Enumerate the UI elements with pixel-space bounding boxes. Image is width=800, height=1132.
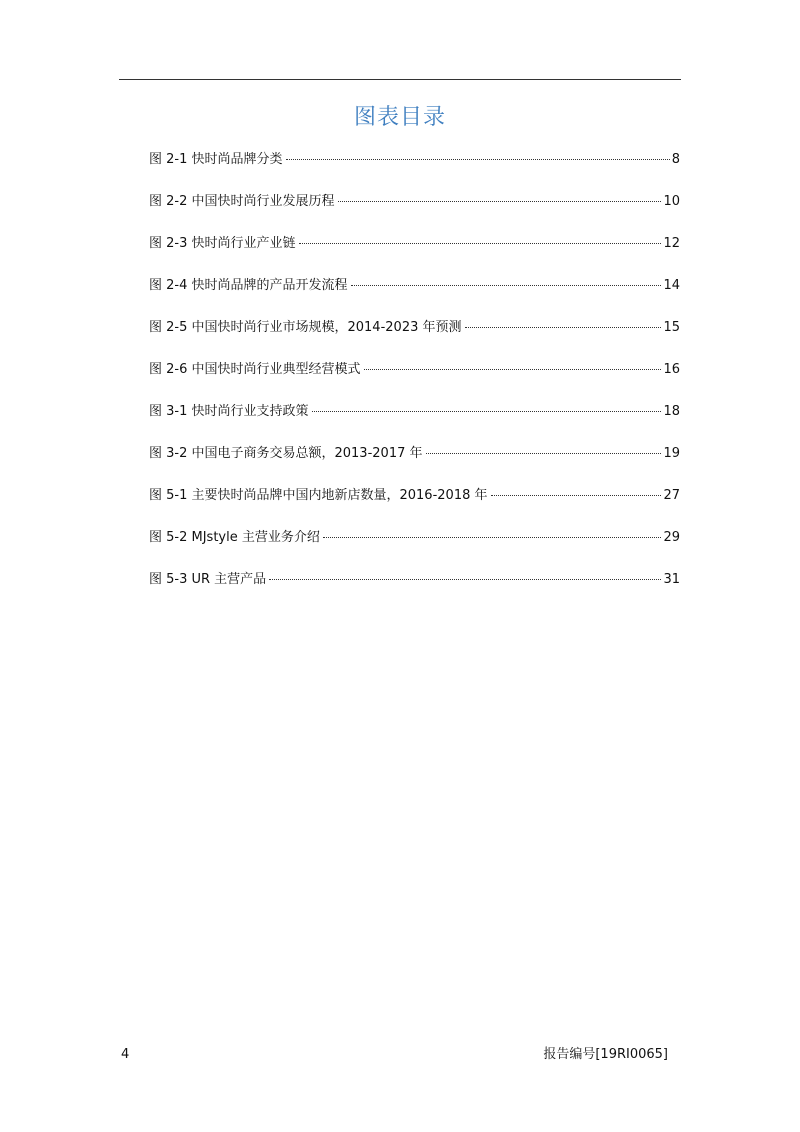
toc-dot-leader <box>312 411 662 412</box>
toc-entry-label: 图 5-1 主要快时尚品牌中国内地新店数量，2016-2018 年 <box>149 488 488 503</box>
toc-entry-label: 图 5-2 MJstyle 主营业务介绍 <box>149 530 320 545</box>
toc-entry-label: 图 2-4 快时尚品牌的产品开发流程 <box>149 278 348 293</box>
toc-entry-label: 图 2-2 中国快时尚行业发展历程 <box>149 194 335 209</box>
figure-toc-list <box>149 149 680 611</box>
toc-dot-leader <box>364 369 662 370</box>
toc-entry-page: 12 <box>663 236 680 251</box>
toc-entry[interactable] <box>149 149 680 191</box>
toc-entry-label: 图 5-3 UR 主营产品 <box>149 572 267 587</box>
toc-dot-leader <box>491 495 662 496</box>
toc-entry-label: 图 3-1 快时尚行业支持政策 <box>149 404 309 419</box>
toc-entry[interactable] <box>149 317 680 359</box>
toc-entry-page: 8 <box>671 152 680 167</box>
header-rule <box>119 79 681 80</box>
toc-dot-leader <box>338 201 662 202</box>
toc-entry-label: 图 2-1 快时尚品牌分类 <box>149 152 283 167</box>
toc-entry[interactable] <box>149 401 680 443</box>
footer-page-number: 4 <box>121 1047 130 1062</box>
toc-dot-leader <box>269 579 661 580</box>
toc-entry[interactable] <box>149 485 680 527</box>
toc-entry[interactable] <box>149 527 680 569</box>
footer-report-id: 报告编号[19RI0065] <box>543 1047 668 1062</box>
toc-entry-page: 14 <box>663 278 680 293</box>
toc-dot-leader <box>351 285 662 286</box>
toc-entry[interactable] <box>149 275 680 317</box>
toc-entry-page: 19 <box>663 446 680 461</box>
toc-dot-leader <box>299 243 662 244</box>
toc-entry-label: 图 2-6 中国快时尚行业典型经营模式 <box>149 362 361 377</box>
toc-dot-leader <box>465 327 662 328</box>
toc-entry-page: 31 <box>663 572 680 587</box>
toc-dot-leader <box>323 537 662 538</box>
toc-dot-leader <box>426 453 662 454</box>
toc-entry[interactable] <box>149 443 680 485</box>
toc-entry-page: 10 <box>663 194 680 209</box>
page-title: 图表目录 <box>353 105 446 130</box>
toc-entry-page: 15 <box>663 320 680 335</box>
toc-dot-leader <box>286 159 670 160</box>
toc-entry-page: 18 <box>663 404 680 419</box>
toc-entry-page: 29 <box>663 530 680 545</box>
toc-entry-page: 27 <box>663 488 680 503</box>
toc-entry[interactable] <box>149 233 680 275</box>
toc-entry-label: 图 2-5 中国快时尚行业市场规模，2014-2023 年预测 <box>149 320 462 335</box>
toc-entry[interactable] <box>149 191 680 233</box>
toc-entry[interactable] <box>149 569 680 611</box>
toc-entry[interactable] <box>149 359 680 401</box>
toc-entry-page: 16 <box>663 362 680 377</box>
toc-entry-label: 图 3-2 中国电子商务交易总额，2013-2017 年 <box>149 446 423 461</box>
toc-entry-label: 图 2-3 快时尚行业产业链 <box>149 236 296 251</box>
